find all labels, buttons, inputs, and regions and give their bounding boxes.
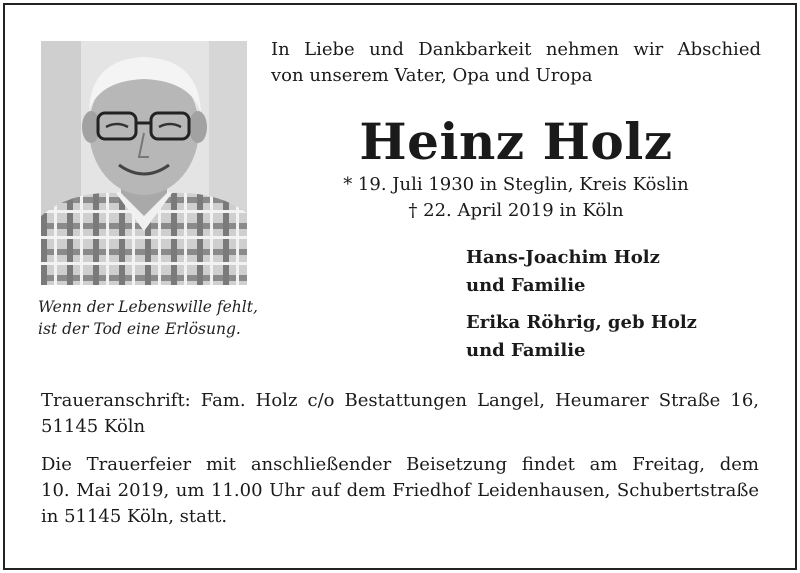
intro-text <box>271 37 761 89</box>
mourner-entry <box>466 309 697 365</box>
funeral-ceremony-info <box>41 452 759 530</box>
deceased-name: Heinz Holz <box>359 112 673 171</box>
life-dates <box>271 172 761 224</box>
mourner-entry <box>466 244 660 300</box>
mourner-name: Erika Röhrig, geb Holz <box>466 312 697 333</box>
death-date: † 22. April 2019 in Köln <box>408 200 624 221</box>
ceremony-line: 10. Mai 2019, um 11.00 Uhr auf dem Friedhof Leidenhausen, Schubertstraße <box>41 480 759 501</box>
ceremony-line: in 51145 Köln, statt. <box>41 506 228 527</box>
portrait-photo <box>41 41 247 285</box>
intro-line: von unserem Vater, Opa und Uropa <box>271 65 593 86</box>
memorial-quote <box>38 296 258 340</box>
mourner-family: und Familie <box>466 340 586 361</box>
mourner-name: Hans-Joachim Holz <box>466 247 660 268</box>
address-line: 51145 Köln <box>41 416 146 437</box>
address-line: Traueranschrift: Fam. Holz c/o Bestattungen Langel, Heumarer Straße 16, <box>41 390 759 411</box>
quote-line: Wenn der Lebenswille fehlt, <box>38 298 258 316</box>
ceremony-line: Die Trauerfeier mit anschließender Beisetzung findet am Freitag, dem <box>41 454 759 475</box>
birth-date: * 19. Juli 1930 in Steglin, Kreis Köslin <box>343 174 689 195</box>
condolence-address <box>41 388 759 440</box>
mourner-family: und Familie <box>466 275 586 296</box>
quote-line: ist der Tod eine Erlösung. <box>38 320 241 338</box>
intro-line: In Liebe und Dankbarkeit nehmen wir Abschied <box>271 39 761 60</box>
